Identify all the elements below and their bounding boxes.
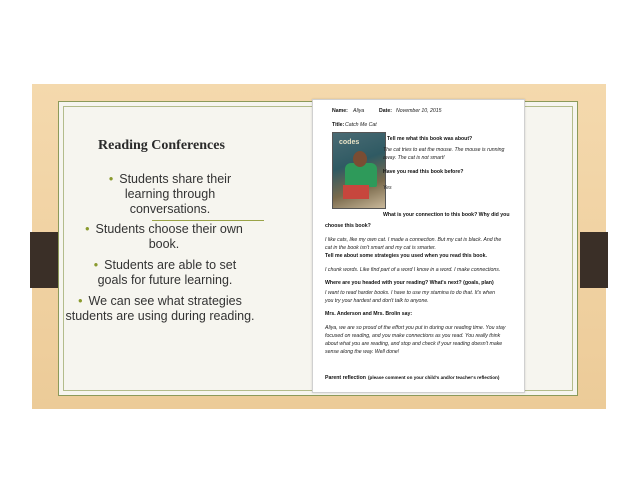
- bullet-item: • We can see what strategies students are using during reading.: [65, 294, 255, 323]
- question-3-line-2: choose this book?: [325, 223, 371, 229]
- bullet-text: Students are able to set goals for future learning.: [97, 258, 237, 287]
- parent-reflection-note: (please comment on your child's and/or teacher's reflection): [368, 375, 500, 380]
- answer-6-line-3: about what you are reading, and stop and check if your reading doesn't make: [325, 341, 503, 347]
- student-photo: [332, 132, 386, 209]
- answer-5-line-2: you try your hardest and don't talk to anyone.: [325, 298, 429, 304]
- question-1: Tell me what this book was about?: [387, 136, 473, 142]
- slide-title: Reading Conferences: [98, 138, 225, 153]
- photo-face: [353, 151, 367, 167]
- question-4: Tell me about some strategies you used when you read this book.: [325, 253, 487, 259]
- question-2: Have you read this book before?: [383, 169, 464, 175]
- answer-1-line-1: The cat tries to eat the mouse. The mouse is running: [383, 147, 505, 153]
- bullet-text: We can see what strategies students are using during reading.: [65, 294, 255, 323]
- title-label: Title:: [332, 122, 345, 128]
- bullet-text: Students choose their own book.: [95, 222, 243, 251]
- conference-document: [312, 99, 525, 393]
- photo-poster-text: codes: [339, 139, 360, 146]
- photo-book: [343, 185, 369, 199]
- divider-line: [152, 220, 264, 221]
- answer-3-line-1: I like cats, like my own cat. I made a connection. But my cat is black. And the: [325, 237, 502, 243]
- question-3-line-1: What is your connection to this book? Why did you: [383, 212, 510, 218]
- bullet-text: Students share their learning through conversations.: [119, 172, 232, 216]
- title-value: Catch Me Cat: [345, 122, 377, 128]
- question-6: Mrs. Anderson and Mrs. Brolin say:: [325, 311, 413, 317]
- right-tab-decoration: [580, 232, 608, 288]
- answer-3-line-2: cat in the book isn't smart and my cat is smarter.: [325, 245, 436, 251]
- answer-6-line-2: focused on reading, and you make connections as you read. You really think: [325, 333, 501, 339]
- date-value: November 10, 2015: [396, 108, 442, 114]
- bullet-item: • Students share their learning through conversations.: [108, 172, 232, 216]
- bullet-item: • Students are able to set goals for future learning.: [93, 258, 237, 287]
- name-label: Name:: [332, 108, 348, 114]
- bullet-item: • Students choose their own book.: [85, 222, 243, 251]
- answer-1-line-2: away. The cat is not smart!: [383, 155, 445, 161]
- parent-reflection-label: Parent reflection: [325, 375, 366, 381]
- answer-6-line-4: sense along the way. Well done!: [325, 349, 400, 355]
- name-value: Aliya: [353, 108, 365, 114]
- date-label: Date:: [379, 108, 392, 114]
- answer-4: I chunk words. Like find part of a word I know in a word. I make connections.: [325, 267, 501, 273]
- answer-5-line-1: I want to read harder books. I have to use my stamina to do that. It's when: [325, 290, 495, 296]
- question-5: Where are you headed with your reading? What's next? (goals, plan): [325, 280, 494, 286]
- left-tab-decoration: [30, 232, 58, 288]
- answer-2: Yes: [383, 185, 392, 191]
- answer-6-line-1: Aliya, we are so proud of the effort you put in during our reading time. You stay: [325, 325, 506, 331]
